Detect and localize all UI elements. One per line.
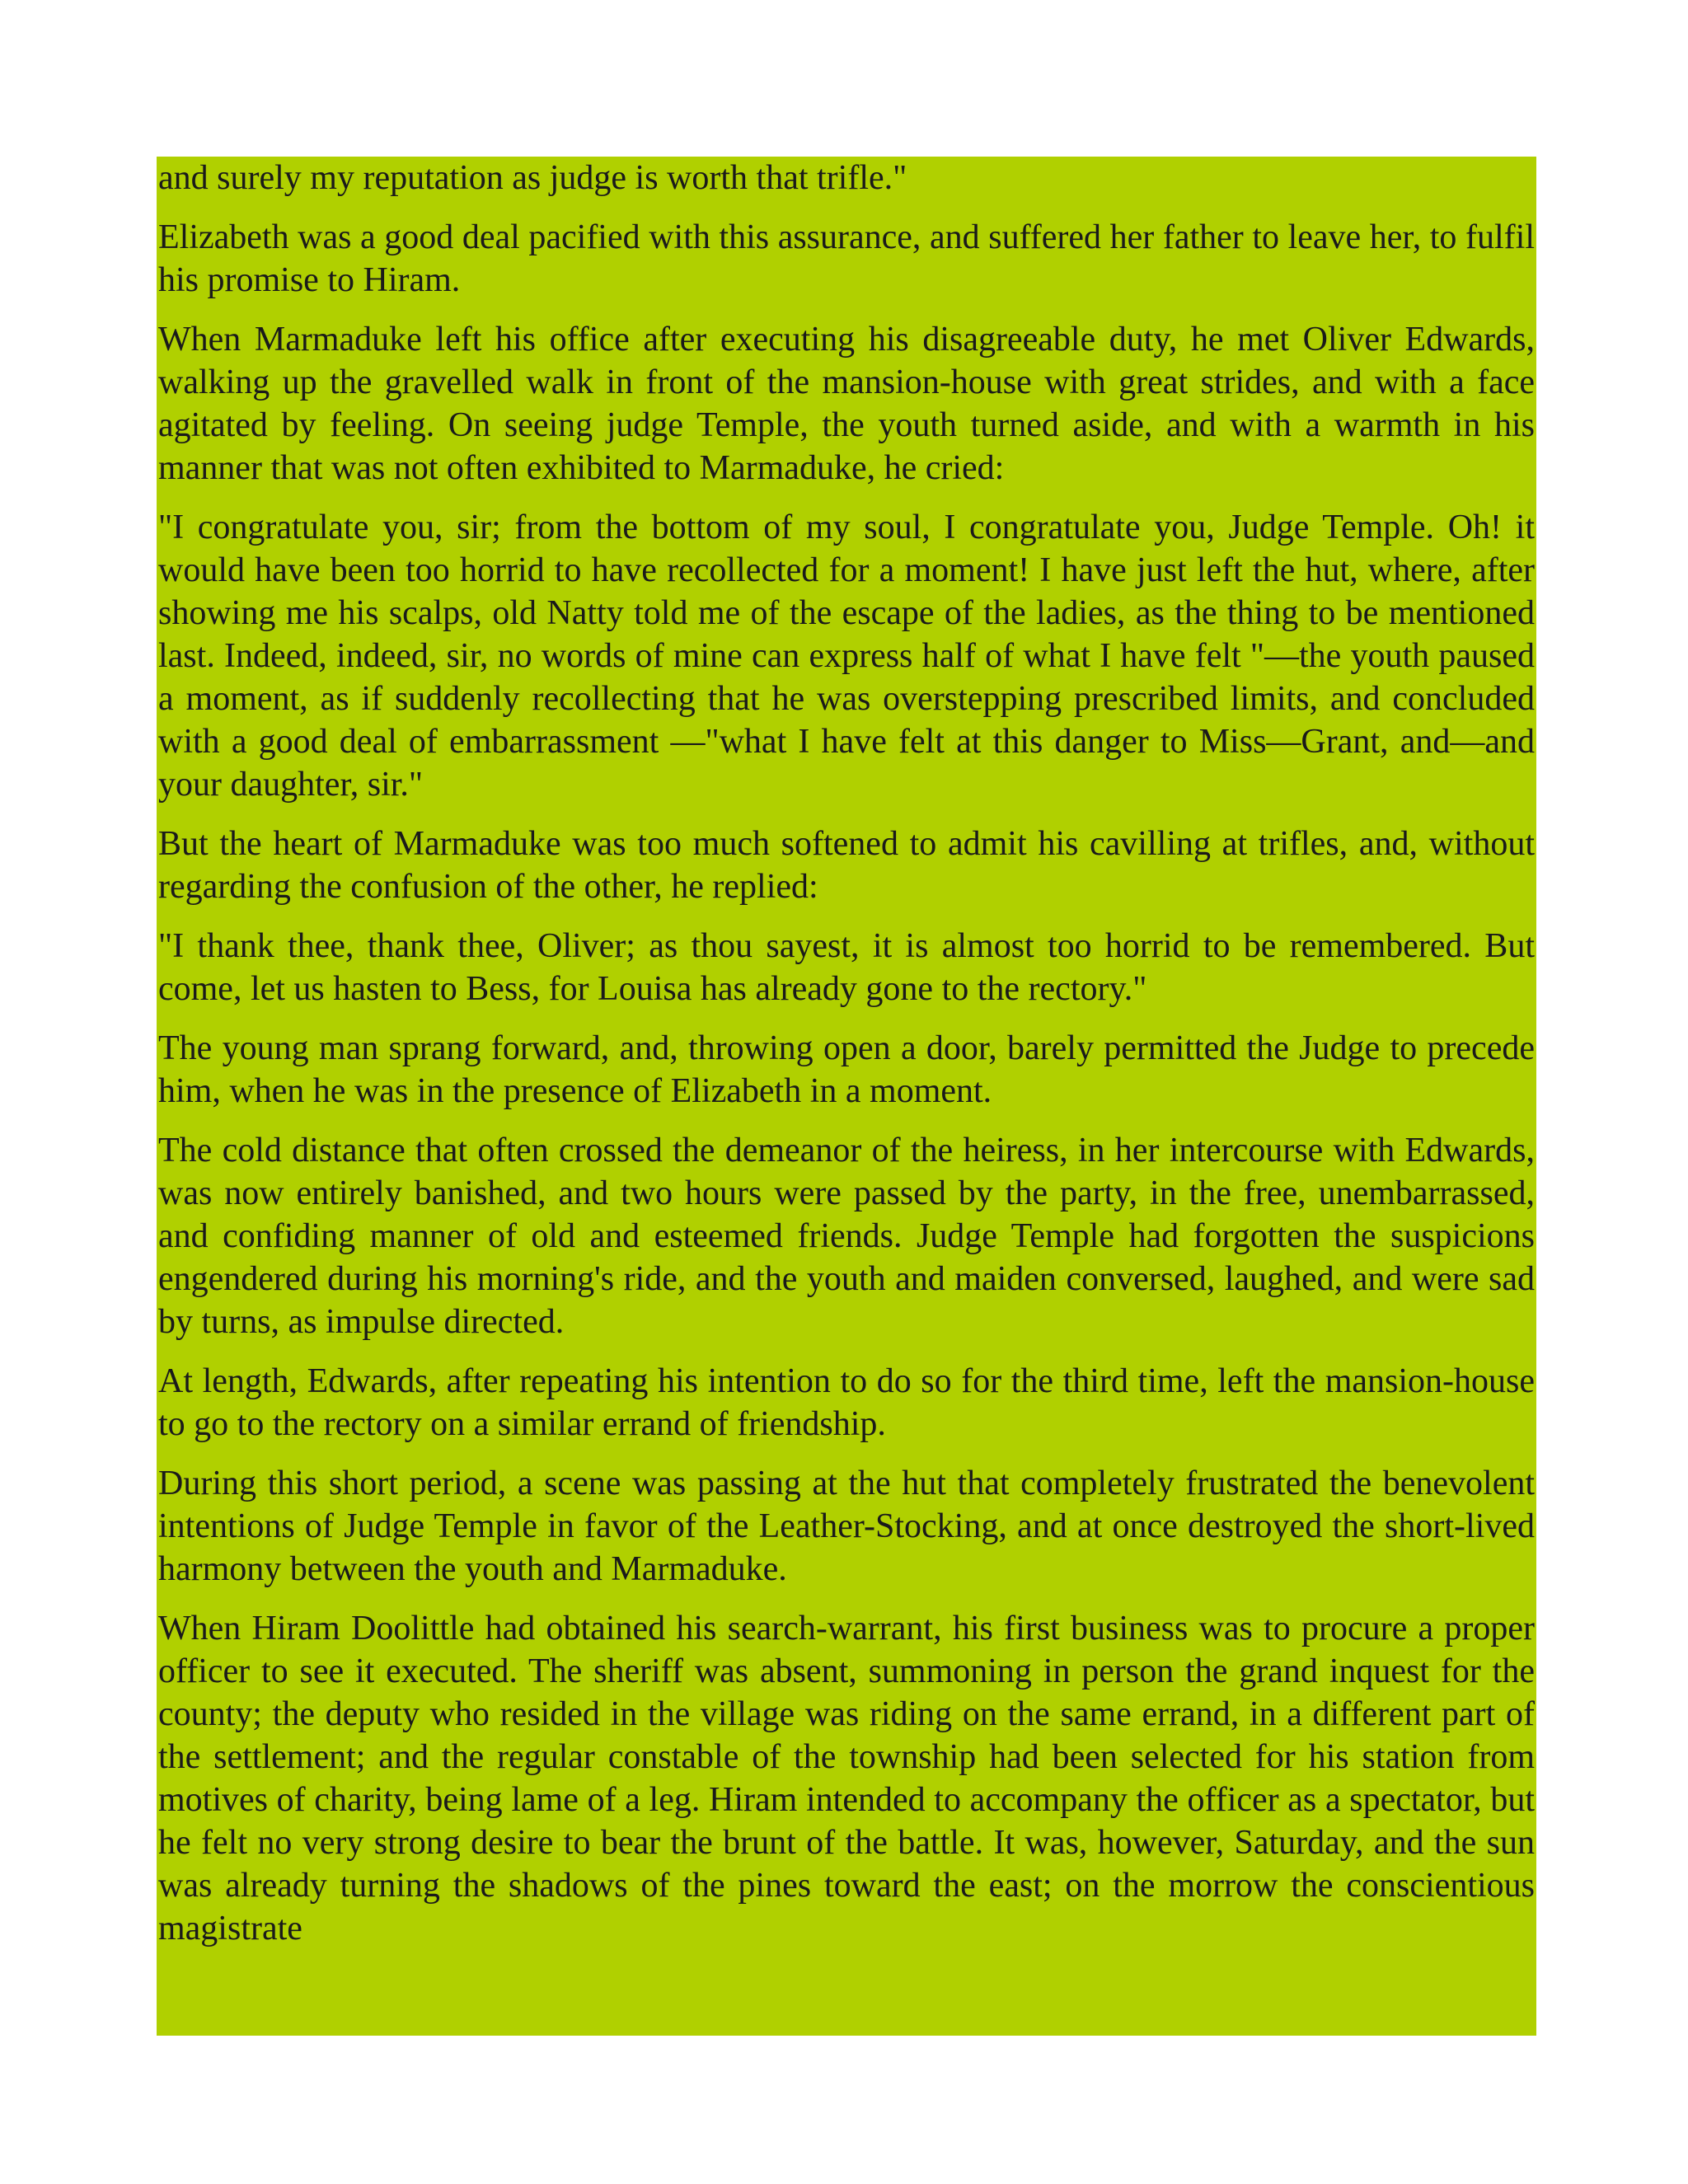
paragraph-10: During this short period, a scene was passing at the hut that completely frustrated the benevolent intentions of Judge Temple in favor of the Leather-Stocking, and at once destroyed the short-lived harmony between the youth and Marmaduke. [158, 1465, 1535, 1588]
paragraph-11: When Hiram Doolittle had obtained his search-warrant, his first business was to procure a proper officer to see it executed. The sheriff was absent, summoning in person the grand inquest for the county; the deputy who resided in the village was riding on the same errand, in a different part of the settlement; and the regular constable of the township had been selected for his station from motives of charity, being lame of a leg. Hiram intended to accompany the officer as a spectator, but he felt no very strong desire to bear the brunt of the battle. It was, however, Saturday, and the sun was already turning the shadows of the pines toward the east; on the morrow the conscientious magistrate [158, 1610, 1535, 1947]
paragraph-2: Elizabeth was a good deal pacified with this assurance, and suffered her father to leave her, to fulfil his promise to Hiram. [158, 218, 1535, 299]
paragraph-6: "I thank thee, thank thee, Oliver; as thou sayest, it is almost too horrid to be remembered. But come, let us hasten to Bess, for Louisa has already gone to the rectory." [158, 927, 1535, 1008]
paragraph-8: The cold distance that often crossed the demeanor of the heiress, in her intercourse with Edwards, was now entirely banished, and two hours were passed by the party, in the free, unembarrassed, and confiding manner of old and esteemed friends. Judge Temple had forgotten the suspicions engendered during his morning's ride, and the youth and maiden conversed, laughed, and were sad by turns, as impulse directed. [158, 1132, 1535, 1341]
paragraph-9: At length, Edwards, after repeating his intention to do so for the third time, left the mansion-house to go to the rectory on a similar errand of friendship. [158, 1362, 1535, 1443]
paragraph-5: But the heart of Marmaduke was too much softened to admit his cavilling at trifles, and, without regarding the confusion of the other, he replied: [158, 825, 1535, 906]
text-block [157, 157, 1536, 2036]
paragraph-7: The young man sprang forward, and, throwing open a door, barely permitted the Judge to precede him, when he was in the presence of Elizabeth in a moment. [158, 1029, 1535, 1110]
paragraph-4: "I congratulate you, sir; from the bottom of my soul, I congratulate you, Judge Temple. Oh! it would have been too horrid to have recollected for a moment! I have just left the hut, where, after showing me his scalps, old Natty told me of the escape of the ladies, as the thing to be mentioned last. Indeed, indeed, sir, no words of mine can express half of what I have felt "—the youth paused a moment, as if suddenly recollecting that he was overstepping prescribed limits, and concluded with a good deal of embarrassment —"what I have felt at this danger to Miss—Grant, and—and your daughter, sir." [158, 509, 1535, 804]
paragraph-1: and surely my reputation as judge is worth that trifle." [158, 159, 907, 197]
paragraph-3: When Marmaduke left his office after executing his disagreeable duty, he met Oliver Edwards, walking up the gravelled walk in front of the mansion-house with great strides, and with a face agitated by feeling. On seeing judge Temple, the youth turned aside, and with a warmth in his manner that was not often exhibited to Marmaduke, he cried: [158, 321, 1535, 487]
